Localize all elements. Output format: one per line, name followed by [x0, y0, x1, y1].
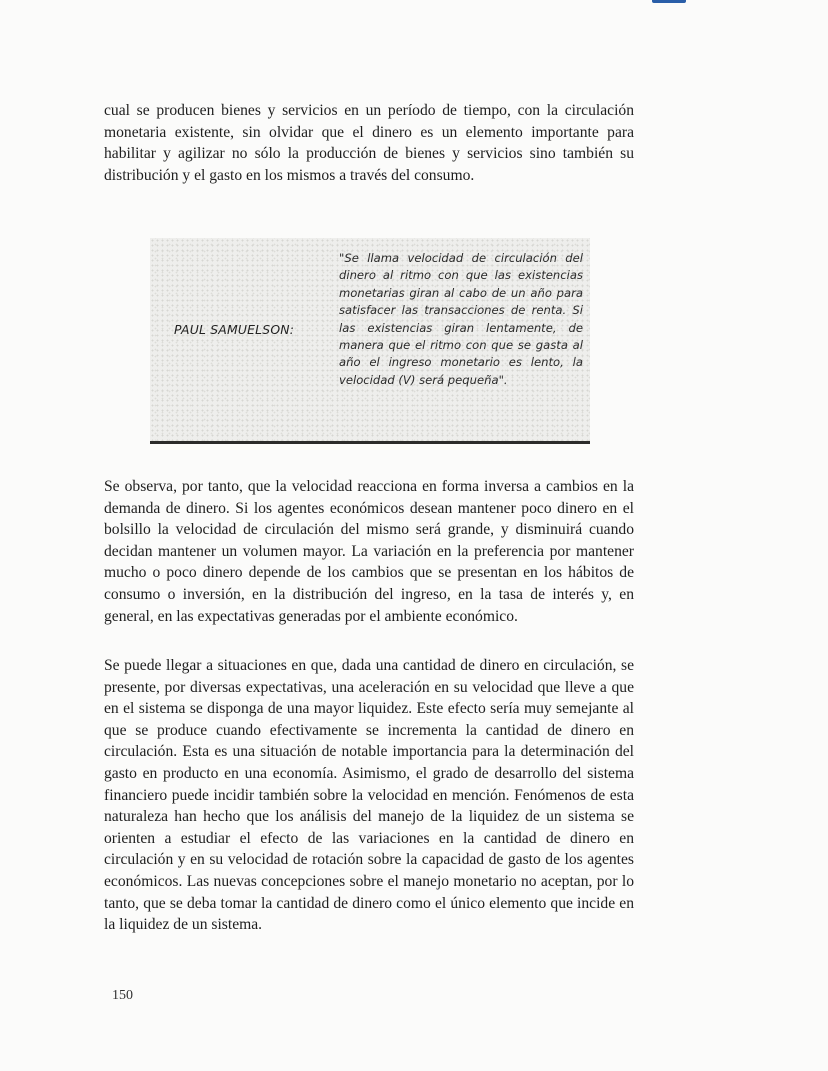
paragraph-liquidity-situations: Se puede llegar a situaciones en que, dada una cantidad de dinero en circulación, se presente, por diversas expectativas, una aceleración en su velocidad que lleve a que en el sistema se disponga de una mayor liquidez. Este efecto sería muy semejante al que se produce cuando efectivamente se incrementa la cantidad de dinero en circulación. Esta es una situación de notable importancia para la determinación del gasto en producto en una economía. Asimismo, el grado de desarrollo del sistema financiero puede incidir también sobre la velocidad en mención. Fenómenos de esta naturaleza han hecho que los análisis del manejo de la liquidez de un sistema se orienten a estudiar el efecto de las variaciones en la cantidad de dinero en circulación y en su velocidad de rotación sobre la capacidad de gasto de los agentes económicos. Las nuevas concepciones sobre el manejo monetario no aceptan, por lo tanto, que se deba tomar la cantidad de dinero como el único elemento que incide en la liquidez de un sistema.: [104, 657, 634, 934]
quote-author: PAUL SAMUELSON:: [174, 322, 295, 337]
quote-box: [150, 238, 590, 444]
blue-corner-mark: [652, 0, 686, 3]
page-number: 150: [112, 988, 133, 1003]
quote-text: "Se llama velocidad de circulación del dinero al ritmo con que las existencias monetarias giran al cabo de un año para satisfacer las transacciones de renta. Si las existencias giran lentamente, de manera que el ritmo con que se gasta al año el ingreso monetario es lento, la velocidad (V) será pequeña".: [339, 251, 583, 387]
paragraph-intro-continuation: cual se producen bienes y servicios en un período de tiempo, con la circulación monetaria existente, sin olvidar que el dinero es un elemento importante para habilitar y agilizar no sólo la producción de bienes y servicios sino también su distribución y el gasto en los mismos a través del consumo.: [104, 102, 634, 184]
paragraph-velocity-inverse: Se observa, por tanto, que la velocidad reacciona en forma inversa a cambios en la demanda de dinero. Si los agentes económicos desean mantener poco dinero en el bolsillo la velocidad de circulación del mismo será grande, y disminuirá cuando decidan mantener un volumen mayor. La variación en la preferencia por mantener mucho o poco dinero depende de los cambios que se presentan en los hábitos de consumo o inversión, en la distribución del ingreso, en la tasa de interés y, en general, en las expectativas generadas por el ambiente económico.: [104, 478, 634, 625]
